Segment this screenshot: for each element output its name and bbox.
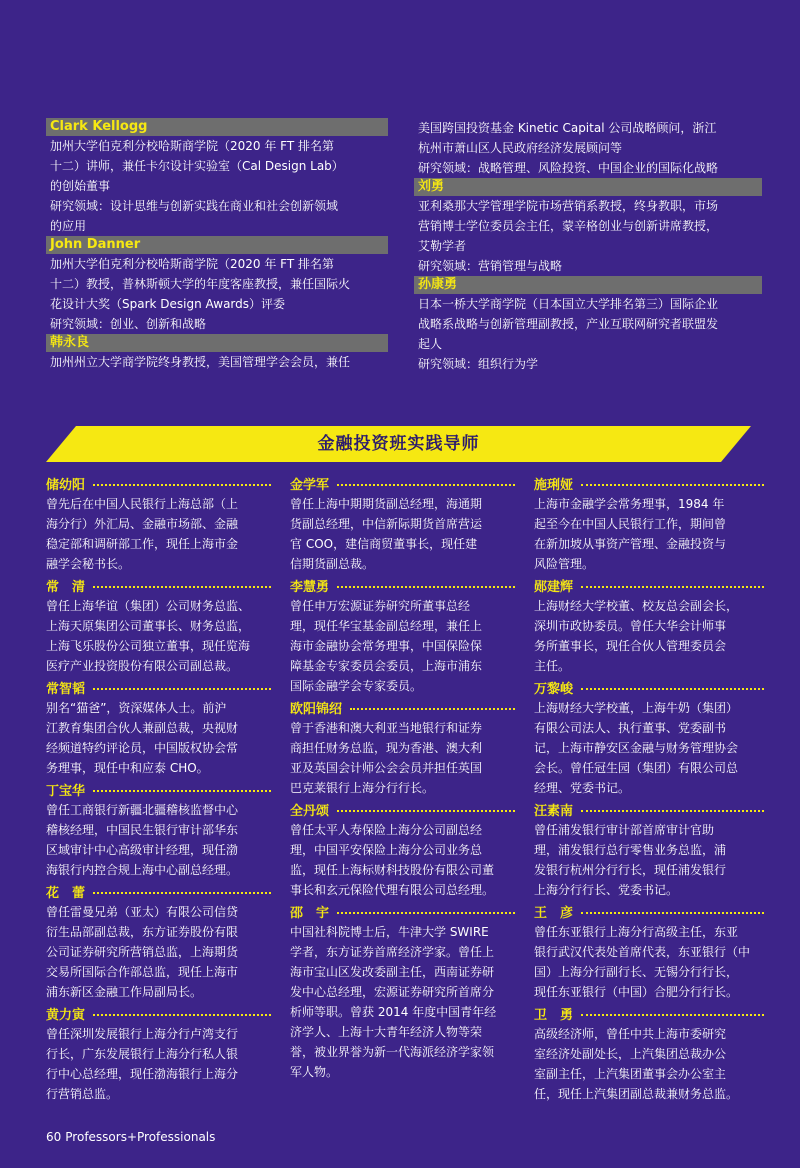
mentor-bio: 信期货副总裁。	[290, 557, 375, 571]
mentor-bio: 曾任雷曼兄弟（亚太）有限公司信贷	[46, 905, 239, 919]
mentor-name-row	[46, 676, 271, 698]
mentor-bio: 高级经济师，曾任中共上海市委研究	[534, 1027, 727, 1041]
mentor-name: 全丹颂	[290, 803, 330, 819]
profile-text: 战略系战略与创新管理副教授，产业互联网研究者联盟发	[418, 317, 719, 331]
mentor-column-1	[46, 472, 271, 1104]
mentor-name-row	[290, 798, 515, 820]
mentor-name: 万黎峻	[534, 681, 574, 697]
mentor-bio: 在新加坡从事资产管理、金融投资与	[534, 537, 727, 551]
mentor-name-row	[290, 696, 515, 718]
mentor-name-row	[534, 1002, 764, 1024]
mentor-bio: 曾任深圳发展银行上海分行卢湾支行	[46, 1027, 239, 1041]
mentor-bio: 有限公司法人、执行董事、党委副书	[534, 721, 727, 735]
profile-text: 亚利桑那大学管理学院市场营销系教授，终身教职，市场	[418, 199, 719, 213]
mentor-name: 丁宝华	[46, 783, 86, 799]
mentor-bio: 官 COO，建信商贸董事长，现任建	[290, 537, 478, 551]
mentor-name-row	[46, 574, 271, 596]
mentor-bio: 上海财经大学校董，上海牛奶（集团）	[534, 701, 739, 715]
dotted-leader	[337, 484, 515, 486]
profile-text: 花设计大奖（Spark Design Awards）评委	[50, 297, 286, 311]
mentor-name: 花 蕾	[46, 885, 86, 901]
profile-name: 孙康勇	[414, 276, 762, 294]
mentor-name-row	[46, 1002, 271, 1024]
mentor-name: 欧阳锦绍	[290, 701, 343, 717]
mentor-name-row	[46, 472, 271, 494]
mentor-bio: 务理事，现任中和应泰 CHO。	[46, 761, 209, 775]
mentor-bio: 上海飞乐股份公司独立董事，现任览海	[46, 639, 251, 653]
profile-text: 日本一桥大学商学院（日本国立大学排名第三）国际企业	[418, 297, 719, 311]
dotted-leader	[93, 586, 271, 588]
mentor-name-row	[534, 798, 764, 820]
mentor-bio: 国际金融学会专家委员。	[290, 679, 423, 693]
mentor-name: 卫 勇	[534, 1007, 574, 1023]
mentor-bio: 国）上海分行副行长、无锡分行行长，	[534, 965, 739, 979]
mentor-name: 常智韬	[46, 681, 86, 697]
dotted-leader	[337, 586, 515, 588]
mentor-name-row	[46, 880, 271, 902]
dotted-leader	[93, 892, 271, 894]
mentor-bio: 曾任申万宏源证券研究所董事总经	[290, 599, 471, 613]
mentor-bio: 室经济处副处长，上汽集团总裁办公	[534, 1047, 727, 1061]
mentor-bio: 银行武汉代表处首席代表，东亚银行（中	[534, 945, 751, 959]
mentor-bio: 货副总经理，中信新际期货首席营运	[290, 517, 483, 531]
mentor-bio: 室副主任，上汽集团董事会办公室主	[534, 1067, 727, 1081]
mentor-bio: 行营销总监。	[46, 1087, 119, 1101]
mentor-name: 金学军	[290, 477, 330, 493]
mentor-bio: 监，现任上海标财科技股份有限公司董	[290, 863, 495, 877]
mentor-bio: 行长，广东发展银行上海分行私人银	[46, 1047, 239, 1061]
mentor-bio: 誉，被业界誉为新一代海派经济学家领	[290, 1045, 495, 1059]
dotted-leader	[581, 688, 764, 690]
mentor-name-row	[534, 900, 764, 922]
dotted-leader	[93, 1014, 271, 1016]
mentor-bio: 公司证券研究所营销总监，上海期货	[46, 945, 239, 959]
mentor-name: 王 彦	[534, 905, 574, 921]
mentor-bio: 记，上海市静安区金融与财务管理协会	[534, 741, 739, 755]
dotted-leader	[581, 810, 764, 812]
mentor-bio: 会长。曾任冠生园（集团）有限公司总	[534, 761, 739, 775]
profile-text: 十二）教授，普林斯顿大学的年度客座教授，兼任国际火	[50, 277, 351, 291]
dotted-leader	[581, 1014, 764, 1016]
section-title: 金融投资班实践导师	[317, 434, 480, 454]
profile-name: 刘勇	[414, 178, 762, 196]
mentor-bio: 医疗产业投资股份有限公司副总裁。	[46, 659, 239, 673]
dotted-leader	[93, 688, 271, 690]
mentor-bio: 经理、党委书记。	[534, 781, 631, 795]
mentor-bio: 上海分行行长、党委书记。	[534, 883, 679, 897]
mentor-name: 汪素南	[534, 803, 574, 819]
mentor-name: 储幼阳	[46, 477, 86, 493]
profile-text: 研究领域：设计思维与创新实践在商业和社会创新领域	[50, 199, 339, 213]
mentor-bio: 理，浦发银行总行零售业务总监，浦	[534, 843, 727, 857]
mentor-bio: 上海财经大学校董、校友总会副会长，	[534, 599, 739, 613]
profile-text: 营销博士学位委员会主任，蒙辛格创业与创新讲席教授，	[418, 219, 719, 233]
mentor-bio: 海市宝山区发改委副主任，西南证券研	[290, 965, 495, 979]
mentor-bio: 曾于香港和澳大利亚当地银行和证券	[290, 721, 483, 735]
mentor-column-2	[290, 472, 515, 1082]
mentor-bio: 经频道特约评论员，中国版权协会常	[46, 741, 239, 755]
dotted-leader	[337, 912, 515, 914]
mentor-bio: 深圳市政协委员。曾任大华会计师事	[534, 619, 727, 633]
mentor-bio: 起至今在中国人民银行工作，期间曾	[534, 517, 727, 531]
mentor-name-row	[534, 472, 764, 494]
mentor-bio: 浦东新区金融工作局副局长。	[46, 985, 203, 999]
mentor-name: 李慧勇	[290, 579, 330, 595]
profile-text: 研究领域：创业、创新和战略	[50, 317, 207, 331]
mentor-bio: 济学人、上海十大青年经济人物等荣	[290, 1025, 483, 1039]
mentor-bio: 融学会秘书长。	[46, 557, 131, 571]
mentor-bio: 曾任上海华谊（集团）公司财务总监、	[46, 599, 251, 613]
profile-text: 杭州市萧山区人民政府经济发展顾问等	[418, 141, 623, 155]
dotted-leader	[581, 912, 764, 914]
profile-text: 美国跨国投资基金 Kinetic Capital 公司战略顾问，浙江	[418, 121, 717, 135]
mentor-bio: 曾任上海中期期货副总经理，海通期	[290, 497, 483, 511]
mentor-name-row	[290, 472, 515, 494]
mentor-bio: 务所董事长，现任合伙人管理委员会	[534, 639, 727, 653]
profile-text: 艾勒学者	[418, 239, 467, 253]
mentor-name-row	[534, 676, 764, 698]
profile-text: 研究领域：组织行为学	[418, 357, 539, 371]
mentor-name: 郧建辉	[534, 579, 574, 595]
mentor-bio: 曾任工商银行新疆北疆稽核监督中心	[46, 803, 239, 817]
mentor-bio: 学者，东方证券首席经济学家。曾任上	[290, 945, 495, 959]
dotted-leader	[581, 586, 764, 588]
mentor-bio: 稽核经理，中国民生银行审计部华东	[46, 823, 239, 837]
mentor-name-row	[290, 900, 515, 922]
mentor-bio: 海分行）外汇局、金融市场部、金融	[46, 517, 239, 531]
profile-name: Clark Kellogg	[46, 118, 388, 136]
mentor-bio: 海市金融协会常务理事，中国保险保	[290, 639, 483, 653]
top-left-column	[46, 118, 388, 372]
mentor-bio: 商担任财务总监，现为香港、澳大利	[290, 741, 483, 755]
section-banner	[46, 426, 751, 462]
profile-text: 加州大学伯克利分校哈斯商学院（2020 年 FT 排名第	[50, 257, 335, 271]
footer-label: Professors+Professionals	[65, 1130, 216, 1144]
mentor-bio: 曾任太平人寿保险上海分公司副总经	[290, 823, 483, 837]
mentor-bio: 衍生品部副总裁，东方证券股份有限	[46, 925, 239, 939]
page-number: 60	[46, 1130, 62, 1144]
mentor-bio: 任，现任上汽集团副总裁兼财务总监。	[534, 1087, 739, 1101]
mentor-bio: 事长和玄元保险代理有限公司总经理。	[290, 883, 495, 897]
mentor-bio: 曾任浦发银行审计部首席审计官助	[534, 823, 715, 837]
dotted-leader	[93, 484, 271, 486]
mentor-bio: 巴克莱银行上海分行行长。	[290, 781, 435, 795]
mentor-bio: 行中心总经理，现任渤海银行上海分	[46, 1067, 239, 1081]
top-right-column	[414, 118, 762, 374]
mentor-name: 邵 宇	[290, 905, 330, 921]
mentor-name: 常 清	[46, 579, 86, 595]
dotted-leader	[350, 708, 515, 710]
mentor-bio: 上海天原集团公司董事长、财务总监，	[46, 619, 251, 633]
mentor-bio: 现任东亚银行（中国）合肥分行行长。	[534, 985, 739, 999]
mentor-bio: 曾先后在中国人民银行上海总部（上	[46, 497, 239, 511]
mentor-bio: 发中心总经理，宏源证券研究所首席分	[290, 985, 495, 999]
profile-text: 研究领域：营销管理与战略	[418, 259, 563, 273]
mentor-bio: 中国社科院博士后，牛津大学 SWIRE	[290, 925, 489, 939]
mentor-bio: 风险管理。	[534, 557, 595, 571]
profile-text: 的创始董事	[50, 179, 111, 193]
mentor-bio: 区域审计中心高级审计经理，现任渤	[46, 843, 239, 857]
mentor-bio: 理，中国平安保险上海分公司业务总	[290, 843, 483, 857]
dotted-leader	[581, 484, 764, 486]
profile-name: 韩永良	[46, 334, 388, 352]
profile-name: John Danner	[46, 236, 388, 254]
mentor-bio: 别名“猫爸”，资深媒体人士。前沪	[46, 701, 227, 715]
mentor-bio: 析师等职。曾获 2014 年度中国青年经	[290, 1005, 497, 1019]
mentor-bio: 亚及英国会计师公会会员并担任英国	[290, 761, 483, 775]
mentor-name-row	[46, 778, 271, 800]
profile-text: 研究领域：战略管理、风险投资、中国企业的国际化战略	[418, 161, 719, 175]
mentor-bio: 发银行杭州分行行长，现任浦发银行	[534, 863, 727, 877]
mentor-bio: 主任。	[534, 659, 571, 673]
mentor-bio: 军人物。	[290, 1065, 339, 1079]
profile-text: 加州州立大学商学院终身教授，美国管理学会会员，兼任	[50, 355, 351, 369]
mentor-bio: 稳定部和调研部工作，现任上海市金	[46, 537, 239, 551]
mentor-name: 施琍娅	[534, 477, 574, 493]
profile-text: 起人	[418, 337, 443, 351]
page-footer	[46, 1130, 215, 1144]
mentor-bio: 曾任东亚银行上海分行高级主任，东亚	[534, 925, 739, 939]
mentor-name-row	[290, 574, 515, 596]
mentor-bio: 江教育集团合伙人兼副总裁，央视财	[46, 721, 239, 735]
dotted-leader	[337, 810, 515, 812]
mentor-bio: 障基金专家委员会委员，上海市浦东	[290, 659, 483, 673]
mentor-bio: 理，现任华宝基金副总经理，兼任上	[290, 619, 483, 633]
dotted-leader	[93, 790, 271, 792]
profile-text: 的应用	[50, 219, 87, 233]
profile-text: 十二）讲师，兼任卡尔设计实验室（Cal Design Lab）	[50, 159, 344, 173]
profile-text: 加州大学伯克利分校哈斯商学院（2020 年 FT 排名第	[50, 139, 335, 153]
mentor-name: 黄力寅	[46, 1007, 86, 1023]
mentor-bio: 交易所国际合作部总监，现任上海市	[46, 965, 239, 979]
mentor-bio: 海银行内控合规上海中心副总经理。	[46, 863, 239, 877]
mentor-name-row	[534, 574, 764, 596]
mentor-bio: 上海市金融学会常务理事，1984 年	[534, 497, 725, 511]
mentor-column-3	[534, 472, 764, 1104]
